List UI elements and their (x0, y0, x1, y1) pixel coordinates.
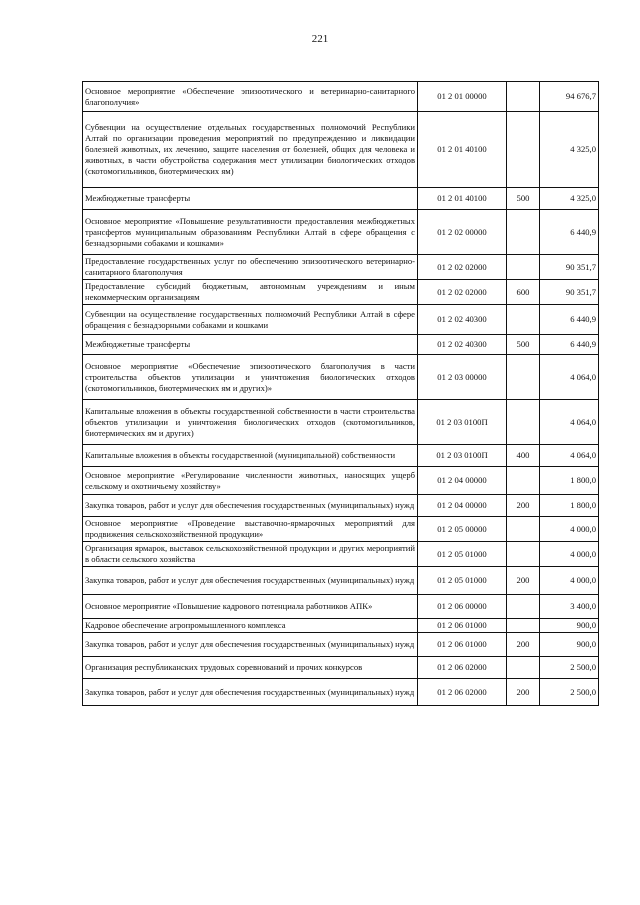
table-row (83, 633, 599, 657)
row-code-cell: 01 2 05 01000 (418, 542, 507, 567)
row-vr-cell (507, 517, 540, 542)
row-name-cell: Межбюджетные трансферты (83, 188, 418, 210)
row-name-cell: Предоставление субсидий бюджетным, автономным учреждениям и иным некоммерческим организациям (83, 280, 418, 305)
row-name-cell: Организация республиканских трудовых соревнований и прочих конкурсов (83, 657, 418, 679)
row-sum-cell: 4 325,0 (540, 112, 599, 188)
row-name-cell: Закупка товаров, работ и услуг для обеспечения государственных (муниципальных) нужд (83, 495, 418, 517)
row-code-cell: 01 2 06 02000 (418, 679, 507, 706)
row-code-cell: 01 2 02 40300 (418, 305, 507, 335)
row-sum-cell: 4 325,0 (540, 188, 599, 210)
row-name-cell: Основное мероприятие «Регулирование численности животных, наносящих ущерб сельскому и охотничьему хозяйству» (83, 467, 418, 495)
row-code-cell: 01 2 04 00000 (418, 467, 507, 495)
table-row (83, 657, 599, 679)
row-name-cell: Предоставление государственных услуг по обеспечению эпизоотического ветеринарно-санитарного благополучия (83, 255, 418, 280)
row-sum-cell: 6 440,9 (540, 305, 599, 335)
row-name-cell: Основное мероприятие «Обеспечение эпизоотического и ветеринарно-санитарного благополучия» (83, 82, 418, 112)
row-vr-cell (507, 305, 540, 335)
row-vr-cell: 600 (507, 280, 540, 305)
row-name-cell: Субвенции на осуществление отдельных государственных полномочий Республики Алтай по организации проведения мероприятий по предупреждению и ликвидации болезней животных, их лечению, защите населения от болезней, общих для человека и животных, в части обустройства содержания мест утилизации биологических отходов (скотомогильников, биотермических ям) (83, 112, 418, 188)
table-row (83, 619, 599, 633)
table-row (83, 280, 599, 305)
row-sum-cell: 6 440,9 (540, 210, 599, 255)
row-sum-cell: 90 351,7 (540, 255, 599, 280)
row-code-cell: 01 2 03 0100П (418, 400, 507, 445)
row-sum-cell: 4 000,0 (540, 517, 599, 542)
row-code-cell: 01 2 05 01000 (418, 567, 507, 595)
row-code-cell: 01 2 02 40300 (418, 335, 507, 355)
row-sum-cell: 2 500,0 (540, 657, 599, 679)
row-code-cell: 01 2 03 0100П (418, 445, 507, 467)
row-name-cell: Капитальные вложения в объекты государственной (муниципальной) собственности (83, 445, 418, 467)
row-code-cell: 01 2 03 00000 (418, 355, 507, 400)
table-row (83, 355, 599, 400)
row-vr-cell (507, 467, 540, 495)
row-vr-cell (507, 595, 540, 619)
table-row (83, 445, 599, 467)
row-vr-cell: 200 (507, 567, 540, 595)
row-sum-cell: 2 500,0 (540, 679, 599, 706)
row-code-cell: 01 2 05 00000 (418, 517, 507, 542)
table-row (83, 112, 599, 188)
table-row (83, 255, 599, 280)
row-vr-cell (507, 619, 540, 633)
row-sum-cell: 900,0 (540, 619, 599, 633)
row-code-cell: 01 2 01 40100 (418, 112, 507, 188)
row-name-cell: Кадровое обеспечение агропромышленного комплекса (83, 619, 418, 633)
row-code-cell: 01 2 06 01000 (418, 619, 507, 633)
table-row (83, 542, 599, 567)
row-vr-cell (507, 112, 540, 188)
row-name-cell: Основное мероприятие «Повышение кадрового потенциала работников АПК» (83, 595, 418, 619)
row-name-cell: Капитальные вложения в объекты государственной собственности в части строительства объектов утилизации и уничтожения биологических отходов (скотомогильников, биотермических ям и других) (83, 400, 418, 445)
row-sum-cell: 4 064,0 (540, 400, 599, 445)
row-sum-cell: 4 000,0 (540, 567, 599, 595)
row-code-cell: 01 2 02 02000 (418, 280, 507, 305)
table-row (83, 210, 599, 255)
row-code-cell: 01 2 06 00000 (418, 595, 507, 619)
row-name-cell: Основное мероприятие «Повышение результативности предоставления межбюджетных трансфертов муниципальным образованиям Республики Алтай в сфере обращения с безнадзорными собаками и кошками» (83, 210, 418, 255)
budget-table (82, 81, 599, 706)
table-row (83, 188, 599, 210)
row-sum-cell: 4 064,0 (540, 445, 599, 467)
row-name-cell: Организация ярмарок, выставок сельскохозяйственной продукции и других мероприятий в области сельского хозяйства (83, 542, 418, 567)
row-sum-cell: 1 800,0 (540, 467, 599, 495)
row-vr-cell: 200 (507, 633, 540, 657)
table-row (83, 467, 599, 495)
row-code-cell: 01 2 01 00000 (418, 82, 507, 112)
row-code-cell: 01 2 02 00000 (418, 210, 507, 255)
row-vr-cell (507, 542, 540, 567)
row-code-cell: 01 2 06 02000 (418, 657, 507, 679)
row-name-cell: Субвенции на осуществление государственных полномочий Республики Алтай в сфере обращения с безнадзорными собаками и кошками (83, 305, 418, 335)
row-sum-cell: 94 676,7 (540, 82, 599, 112)
row-name-cell: Межбюджетные трансферты (83, 335, 418, 355)
table-row (83, 400, 599, 445)
row-sum-cell: 900,0 (540, 633, 599, 657)
row-name-cell: Закупка товаров, работ и услуг для обеспечения государственных (муниципальных) нужд (83, 567, 418, 595)
row-name-cell: Основное мероприятие «Обеспечение эпизоотического благополучия в части строительства объектов утилизации и уничтожения биологических отходов (скотомогильников, биотермических ям и других)» (83, 355, 418, 400)
row-vr-cell (507, 210, 540, 255)
row-code-cell: 01 2 04 00000 (418, 495, 507, 517)
table-row (83, 679, 599, 706)
table-row (83, 567, 599, 595)
row-vr-cell (507, 255, 540, 280)
table-row (83, 335, 599, 355)
row-name-cell: Закупка товаров, работ и услуг для обеспечения государственных (муниципальных) нужд (83, 633, 418, 657)
row-vr-cell: 200 (507, 679, 540, 706)
row-name-cell: Основное мероприятие «Проведение выставочно-ярмарочных мероприятий для продвижения сельскохозяйственной продукции» (83, 517, 418, 542)
row-vr-cell (507, 657, 540, 679)
row-sum-cell: 4 000,0 (540, 542, 599, 567)
row-sum-cell: 3 400,0 (540, 595, 599, 619)
row-sum-cell: 4 064,0 (540, 355, 599, 400)
table-row (83, 595, 599, 619)
row-sum-cell: 1 800,0 (540, 495, 599, 517)
row-code-cell: 01 2 02 02000 (418, 255, 507, 280)
row-vr-cell (507, 82, 540, 112)
row-vr-cell: 500 (507, 188, 540, 210)
table-row (83, 517, 599, 542)
row-name-cell: Закупка товаров, работ и услуг для обеспечения государственных (муниципальных) нужд (83, 679, 418, 706)
row-code-cell: 01 2 01 40100 (418, 188, 507, 210)
row-vr-cell: 200 (507, 495, 540, 517)
row-vr-cell (507, 355, 540, 400)
page-number: 221 (311, 33, 329, 45)
row-sum-cell: 90 351,7 (540, 280, 599, 305)
row-vr-cell: 500 (507, 335, 540, 355)
table-row (83, 495, 599, 517)
row-sum-cell: 6 440,9 (540, 335, 599, 355)
row-vr-cell (507, 400, 540, 445)
table-row (83, 305, 599, 335)
row-code-cell: 01 2 06 01000 (418, 633, 507, 657)
budget-table-body (83, 82, 599, 706)
table-row (83, 82, 599, 112)
row-vr-cell: 400 (507, 445, 540, 467)
